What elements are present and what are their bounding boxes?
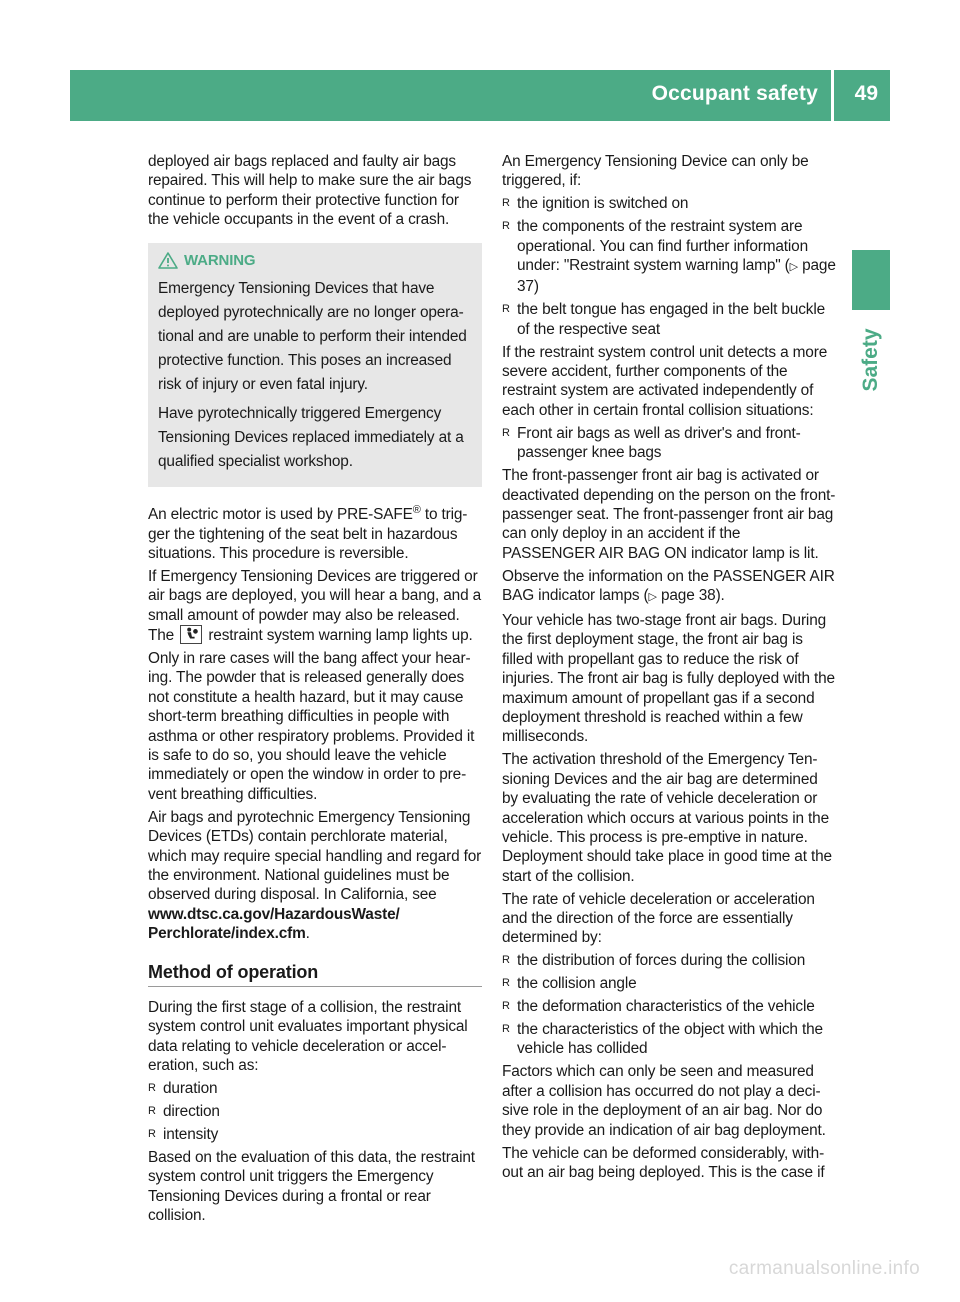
bullet-list: [502, 424, 836, 463]
bullet-icon: R: [502, 426, 510, 439]
warning-triangle-icon: [158, 252, 178, 269]
paragraph: The activation threshold of the Emergency Tensioning Devices and the air bag are determined by evaluating the rate of vehicle deceleration or acceleration which occurs at various points in the vehicle. This process is pre-emptive in nature. Deployment should take place in good time at the start of the collision.: [502, 751, 832, 885]
page-ref-arrow-icon: ▷: [648, 591, 657, 604]
list-item: R duration: [148, 1080, 218, 1098]
section-heading: Method of operation: [148, 963, 482, 987]
bullet-icon: R: [502, 303, 510, 316]
list-item: R the distribution of forces during the collision: [502, 952, 806, 970]
list-item: R the components of the restraint system are operational. You can find further information under: "Restraint system warning lamp" (▷ page 37): [502, 218, 836, 296]
section-tab-label: [852, 320, 890, 400]
bullet-icon: R: [502, 220, 510, 233]
list-item: R the belt tongue has engaged in the belt buckle of the respective seat: [502, 301, 825, 338]
perchlorate-link[interactable]: www.dtsc.ca.gov/HazardousWaste/ Perchlorate/index.cfm: [148, 905, 400, 943]
header-divider: [831, 70, 834, 121]
list-item: R the characteristics of the object with which the vehicle has collided: [502, 1021, 823, 1058]
restraint-warning-lamp-icon: [180, 625, 202, 644]
list-item: R the deformation characteristics of the vehicle: [502, 998, 815, 1016]
section-tab-marker: [852, 250, 890, 310]
paragraph: Your vehicle has two-stage front air bags. During the first deployment stage, the front air bag is filled with propellant gas to reduce the risk of injuries. The front air bag is fully deployed with the maximum amount of propellant gas if a second deployment threshold is reached within a few milliseconds.: [502, 611, 835, 746]
warning-text: Emergency Tensioning Devices that have deployed pyrotechnically are no longer operational and are unable to perform their intended protective function. This poses an increased risk of injury or even fatal injury.: [158, 280, 467, 394]
paragraph: During the first stage of a collision, the restraint system control unit evaluates important physical data relating to vehicle deceleration or acceleration, such as:: [148, 999, 468, 1075]
paragraph: An Emergency Tensioning Device can only be triggered, if:: [502, 153, 809, 190]
paragraph: Observe the information on the PASSENGER AIR BAG indicator lamps (▷ page 38).: [502, 567, 835, 605]
page-ref-link[interactable]: page 37): [517, 257, 836, 296]
section-tab-text: Safety: [859, 328, 882, 392]
paragraph: The front-passenger front air bag is activated or deactivated depending on the person on the front-passenger seat. The front-passenger front air bag can only deploy in an accident if the PASSENGER AIR BAG ON indicator lamp is lit.: [502, 467, 836, 562]
bullet-icon: R: [148, 1127, 156, 1140]
bullet-icon: R: [502, 954, 510, 967]
warning-title: WARNING: [184, 251, 256, 269]
bullet-icon: R: [148, 1105, 156, 1118]
paragraph: If Emergency Tensioning Devices are triggered or air bags are deployed, you will hear a bang, and a small amount of powder may also be released. The restraint system warning lamp lights up.: [148, 567, 482, 645]
paragraph: An electric motor is used by PRE-SAFE® to trigger the tightening of the seat belt in hazardous situations. This procedure is reversible.: [148, 504, 468, 562]
right-column: [502, 152, 836, 1186]
paragraph: Based on the evaluation of this data, the restraint system control unit triggers the Emergency Tensioning Devices during a frontal or rear collision.: [148, 1148, 475, 1225]
bullet-icon: R: [502, 1023, 510, 1036]
page-ref-link[interactable]: page 38).: [656, 587, 725, 605]
warning-box: [148, 243, 482, 487]
paragraph: deployed air bags replaced and faulty air bags repaired. This will help to make sure the air bags continue to perform their protective function for the vehicle occupants in the event of a crash.: [148, 153, 472, 229]
paragraph: The vehicle can be deformed considerably, without an air bag being deployed. This is the case if: [502, 1144, 825, 1181]
bullet-list: [502, 951, 836, 1059]
bullet-icon: R: [502, 197, 510, 210]
left-column: [148, 152, 482, 1229]
warning-header: [158, 251, 474, 270]
list-item: R the ignition is switched on: [502, 195, 689, 213]
page-ref-arrow-icon: ▷: [789, 261, 798, 274]
paragraph: The rate of vehicle deceleration or acceleration and the direction of the force are essentially determined by:: [502, 890, 815, 947]
paragraph: If the restraint system control unit detects a more severe accident, further components of the restraint system are activated independently of each other in certain frontal collision situations:: [502, 343, 828, 419]
page-header: [70, 70, 890, 121]
paragraph: Only in rare cases will the bang affect your hearing. The powder that is released generally does not constitute a health hazard, but it may cause short-term breathing difficulties in people with asthma or other respiratory problems. Provided it is safe to do so, you should leave the vehicle immediately or open the window in order to prevent breathing difficulties.: [148, 650, 475, 803]
warning-text: Have pyrotechnically triggered Emergency Tensioning Devices replaced immediately at a qualified specialist workshop.: [158, 405, 464, 471]
bullet-icon: R: [502, 1000, 510, 1013]
paragraph: Factors which can only be seen and measured after a collision has occurred do not play a decisive role in the deployment of an air bag. Nor do they provide an indication of air bag deployment.: [502, 1063, 826, 1139]
list-item: R Front air bags as well as driver's and front-passenger knee bags: [502, 424, 801, 462]
list-item: R intensity: [148, 1125, 219, 1143]
bullet-icon: R: [148, 1082, 156, 1095]
list-item: R the collision angle: [502, 975, 637, 993]
bullet-list: [148, 1079, 482, 1144]
watermark: carmanualsonline.info: [728, 1258, 920, 1279]
list-item: R direction: [148, 1103, 220, 1121]
header-title: Occupant safety: [651, 82, 818, 105]
bullet-icon: R: [502, 977, 510, 990]
paragraph: Air bags and pyrotechnic Emergency Tensioning Devices (ETDs) contain perchlorate material, which may require special handling and regard for the environment. National guidelines must be observed during disposal. In California, see www.dtsc.ca.gov/HazardousWaste/ Perchlorate/index.cfm.: [148, 808, 482, 943]
bullet-list: [502, 194, 836, 339]
page-number: 49: [854, 82, 878, 105]
